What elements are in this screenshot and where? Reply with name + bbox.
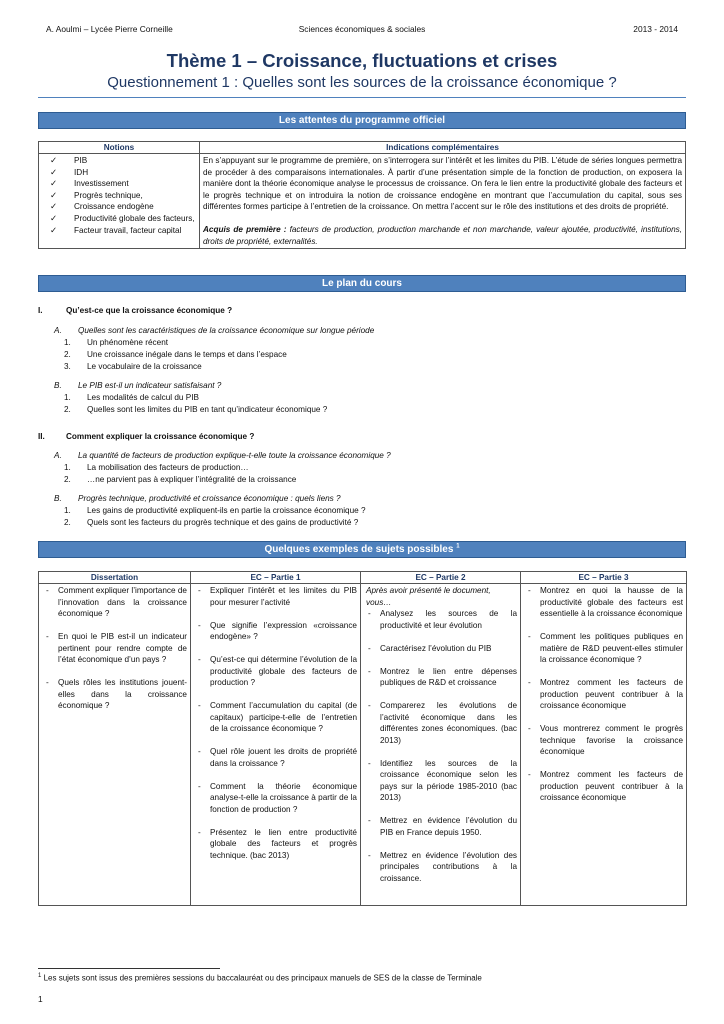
page-subtitle: Questionnement 1 : Quelles sont les sources de la croissance économique ? — [107, 74, 617, 91]
page-header — [46, 24, 678, 38]
header-year: 2013 - 2014 — [633, 24, 678, 34]
footnote-ref: 1 — [456, 543, 460, 550]
header-author: A. Aoulmi – Lycée Pierre Corneille — [46, 24, 173, 34]
page-title: Thème 1 – Croissance, fluctuations et crises — [166, 50, 558, 71]
subject-item: - Comment expliquer l’importance de l’innovation dans la croissance économique ? — [46, 586, 187, 618]
title-divider — [38, 97, 686, 98]
section-heading-sujets: Quelques exemples de sujets possibles $^1$ — [38, 541, 686, 558]
dissertation-cell — [39, 584, 191, 906]
indications-text: En s’appuyant sur le programme de première, on s’interrogera sur l’intérêt et les limites du PIB. L’étude de séries longues permettra de procéder à des comparaisons internationales. À partir d’une présentation simple de la fonction de production, on exposera la manière dont la théorie économique analyse le processus de croissance. On fera le lien entre la productivité globale des facteurs et le progrès technique et on introduira la notion de croissance endogène en montrant que l’accumulation du capital, sous ses différentes formes participe à l’entretien de la croissance. On mettra l’accent sur le rôle des institutions et des droits de propriété. — [203, 156, 682, 212]
subject-item: - Vous montrerez comment le progrès technique favorise la croissance économique — [528, 724, 683, 756]
partie-3-cell — [521, 584, 687, 906]
notions-cell — [39, 154, 200, 249]
column-header-ec-partie-3: EC – Partie 3 — [521, 572, 687, 584]
section-heading-attentes: Les attentes du programme officiel — [38, 112, 686, 129]
subject-item: - Que signifie l’expression «croissance endogène» ? — [198, 620, 357, 641]
checkmark-icon: ✓ — [50, 212, 58, 223]
subject-item: - Montrez le lien entre dépenses publiques de R&D et croissance — [368, 666, 517, 687]
subject-item: - Mettrez en évidence l’évolution des principales contributions à la croissance. — [368, 850, 517, 883]
subject-item: - Comment l’accumulation du capital (de capitaux) participe-t-elle de l’entretien de la croissance économique ? — [198, 701, 357, 733]
column-header-ec-partie-2: EC – Partie 2 — [361, 572, 521, 584]
notion-item: ✓ Productivité globale des facteurs, — [50, 212, 195, 223]
notion-item: ✓ IDH — [50, 166, 89, 177]
subject-item: - Identifiez les sources de la croissance économique selon les pays sur la période 1985-2010 (bac 2013) — [368, 758, 517, 802]
subject-item: - Caractérisez l’évolution du PIB — [368, 643, 492, 653]
notion-item: ✓ Facteur travail, facteur capital — [50, 224, 182, 235]
footnote — [38, 973, 482, 983]
acquis-premiere — [203, 224, 682, 247]
subject-item: - Analysez les sources de la productivité et leur évolution — [368, 609, 517, 630]
sujets-table — [38, 571, 687, 906]
subject-item: - En quoi le PIB est-il un indicateur pertinent pour rendre compte de l’état économique d’un pays ? — [46, 632, 187, 664]
subject-item: - Montrez comment les facteurs de production peuvent contribuer à la croissance économique — [528, 678, 683, 710]
subject-item: - Comment les politiques publiques en matière de R&D peuvent-elles stimuler la croissance économique ? — [528, 632, 683, 664]
footnote-mark: 1 — [38, 973, 42, 979]
subject-item: - Montrez comment les facteurs de production peuvent contribuer à la croissance économique — [528, 770, 683, 802]
checkmark-icon: ✓ — [50, 189, 58, 200]
checkmark-icon: ✓ — [50, 201, 58, 212]
notion-item: ✓ Progrès technique, — [50, 189, 143, 200]
checkmark-icon: ✓ — [50, 166, 58, 177]
footnote-text: Les sujets sont issus des premières sessions du baccalauréat ou des principaux manuels de SES de la classe de Terminale — [41, 973, 482, 983]
subject-item: - Mettrez en évidence l’évolution du PIB en France depuis 1950. — [368, 816, 517, 837]
section-heading-plan: Le plan du cours — [38, 275, 686, 292]
subject-item: - Comparerez les évolutions de l’activité économique dans les différentes zones économiques. (bac 2013) — [368, 701, 517, 745]
subject-item: - Montrez en quoi la hausse de la productivité globale des facteurs est essentielle à la croissance économique — [528, 586, 683, 618]
acquis-text: facteurs de production, production marchande et non marchande, valeur ajoutée, productivité, institutions, droits de propriété, externalités. — [203, 224, 682, 246]
programme-table — [38, 141, 686, 249]
subject-item: - Expliquer l’intérêt et les limites du PIB pour mesurer l’activité — [198, 586, 357, 607]
subject-item: - Comment la théorie économique analyse-t-elle la croissance à partir de la fonction de production ? — [198, 781, 357, 814]
partie-2-intro: Après avoir présenté le document, vous… — [366, 586, 491, 607]
notion-item: ✓ PIB — [50, 155, 88, 165]
subject-item: - Quel rôle jouent les droits de propriété dans la croissance ? — [198, 747, 357, 768]
subject-item: - Qu’est-ce qui détermine l’évolution de la productivité globale des facteurs de production ? — [198, 655, 357, 687]
subject-item: - Présentez le lien entre productivité globale des facteurs et progrès technique. (bac 2013) — [198, 827, 357, 860]
indications-cell — [200, 154, 686, 249]
partie-1-cell — [191, 584, 361, 906]
checkmark-icon: ✓ — [50, 224, 58, 235]
checkmark-icon: ✓ — [50, 155, 58, 165]
page-number: 1 — [38, 994, 43, 1004]
column-header-notions: Notions — [39, 142, 200, 154]
partie-2-cell — [361, 584, 521, 906]
column-header-dissertation: Dissertation — [39, 572, 191, 584]
notion-item: ✓ Croissance endogène — [50, 201, 154, 212]
header-subject: Sciences économiques & sociales — [298, 24, 426, 34]
notion-item: ✓ Investissement — [50, 178, 129, 189]
footnote-divider — [38, 968, 220, 969]
column-header-indications: Indications complémentaires — [200, 142, 686, 154]
acquis-label: Acquis de première : — [203, 224, 287, 234]
column-header-ec-partie-1: EC – Partie 1 — [191, 572, 361, 584]
checkmark-icon: ✓ — [50, 178, 58, 189]
document-page: A. Aoulmi – Lycée Pierre Corneille Sciences économiques & sociales 2013 - 2014 Thème 1 – Croissance, fluctuations et crises Questionnement 1 : Quelles sont les sources de la croissance économique ? Les attentes du programme officiel Notions Indications complémentaires ✓ PIB ✓ IDH ✓ Investissement ✓ Progrès technique, ✓ Croissance endogène ✓ Productivité globale des facteurs, ✓ Facteur travail, facteur capital En s’appuyant sur le programme de première, on s’interrogera sur l’intérêt et les limites du PIB. L’étude de séries longues permettra de procéder à des comparaisons internationales. À partir d’une présentation simple de la fonction de production, on exposera la manière dont la théorie économique analyse le processus de croissance. On fera le lien entre la productivité globale des facteurs et le progrès technique et on introduira la notion de croissance endogène en montrant que l’accumulation du capital, sous ses différentes formes participe à l’entretien de la croissance. On mettra l’accent sur le rôle des institutions et des droits de propriété. Acquis de première : facteurs de production, production marchande et non marchande, valeur ajoutée, productivité, institutions, droits de propriété, externalités. Le plan du cours I. Qu’est-ce que la croissance économique ? A. Quelles sont les caractéristiques de la croissance économique sur longue période 1. Un phénomène récent 2. Une croissance inégale dans le temps et dans l’espace 3. Le vocabulaire de la croissance B. Le PIB est-il un indicateur satisfaisant ? 1. Les modalités de calcul du PIB 2. Quelles sont les limites du PIB en tant qu’indicateur économique ? II. Comment expliquer la croissance économique ? A. La quantité de facteurs de production explique-t-elle toute la croissance économique ? 1. La mobilisation des facteurs de production… 2. …ne parvient pas à expliquer l’intégralité de la croissance B. Progrès technique, productivité et croissance économique : quels liens ? 1. Les gains de productivité expliquent-ils en partie la croissance économique ? 2. Quels sont les facteurs du progrès technique et des gains de productivité ? Quelques exemples de sujets possibles $^1$ Dissertation EC – Partie 1 EC – Partie 2 EC – Partie 3 - Comment expliquer l’importance de l’innovation dans la croissance économique ? - En quoi le PIB est-il un indicateur pertinent pour rendre compte de l’état économique d’un pays ? - Quels rôles les institutions jouent- elles dans la croissance économique ? - Expliquer l’intérêt et les limites du PIB pour mesurer l’activité - Que signifie l’expression «croissance endogène» ? - Qu’est-ce qui détermine l’évolution de la productivité globale des facteurs de production ? - Comment l’accumulation du capital (de capitaux) participe-t-elle de l’entretien de la croissance économique ? - Quel rôle jouent les droits de propriété dans la croissance ? - Comment la théorie économique analyse-t-elle la croissance à partir de la fonction de production ? - Présentez le lien entre productivité globale des facteurs et progrès technique. (bac 2013) Après avoir présenté le document, vous… - Analysez les sources de la productivité et leur évolution - Caractérisez l’évolution du PIB - Montrez le lien entre dépenses publiques de R&D et croissance - Comparerez les évolutions de l’activité économique dans les différentes zones économiques. (bac 2013) - Identifiez les sources de la croissance économique selon les pays sur la période 1985-2010 (bac 2013) - Mettrez en évidence l’évolution du PIB en France depuis 1950. - Mettrez en évidence l’évolution des principales contributions à la croissance. - Montrez en quoi la hausse de la productivité globale des facteurs est essentielle à la croissance économique - Comment les politiques publiques en matière de R&D peuvent-elles stimuler la croissance économique ? - Montrez comment les facteurs de production peuvent contribuer à la croissance économique - Vous montrerez comment le progrès technique favorise la croissance économique - Montrez comment les facteurs de production peuvent contribuer à la croissance économique $^1$ Les sujets sont issus des premières sessions du baccalauréat ou des principaux manuels de SES de la classe de Terminale 1 — [0, 0, 724, 1024]
subject-item: - Quels rôles les institutions jouent- elles dans la croissance économique ? — [46, 678, 187, 710]
